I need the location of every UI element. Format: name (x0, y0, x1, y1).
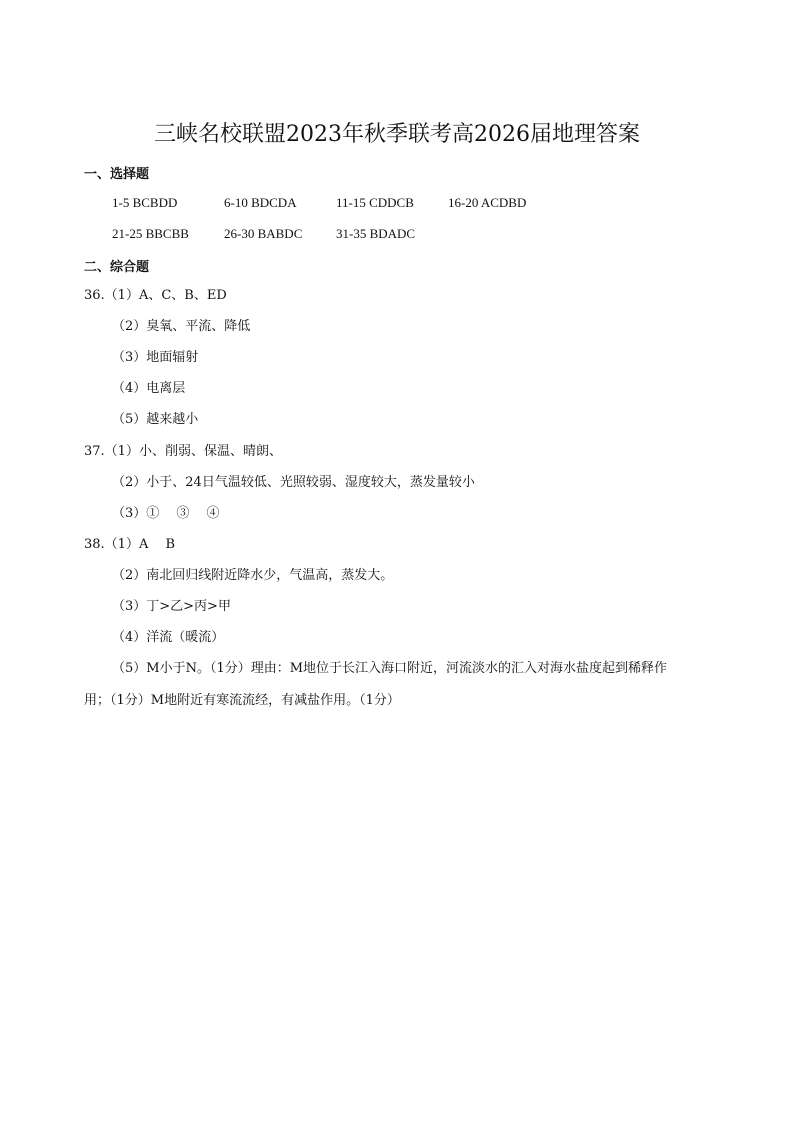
choice-answers-row-1 (112, 194, 526, 212)
q38-part-3: （3）丁>乙>丙>甲 (112, 599, 231, 614)
q36-part-2: （2）臭氧、平流、降低 (112, 319, 251, 334)
q38-part-1: 38.（1）A B (84, 537, 176, 552)
q37-part-3: （3）① ③ ④ (112, 506, 220, 521)
q38-part-4: （4）洋流（暖流） (112, 630, 225, 645)
q36-part-1: 36.（1）A、C、B、ED (84, 288, 227, 303)
q38-part-5-line-1: （5）M小于N。（1分）理由：M地位于长江入海口附近，河流淡水的汇入对海水盐度起到稀释作 (112, 661, 668, 676)
q36-part-4: （4）电离层 (112, 381, 186, 396)
choice-answer-group: 16-20 ACDBD (448, 195, 527, 210)
choice-answer-group: 31-35 BDADC (336, 226, 416, 241)
q38-part-5-line-2: 用；（1分）M地附近有寒流流经，有减盐作用。（1分） (84, 693, 400, 708)
q38-part-2: （2）南北回归线附近降水少，气温高，蒸发大。 (112, 568, 394, 583)
section-heading-choice: 一、选择题 (84, 167, 150, 182)
choice-answer-group: 1-5 BCBDD (112, 195, 178, 210)
choice-answer-group: 11-15 CDDCB (336, 195, 414, 210)
choice-answers-row-2 (112, 225, 415, 243)
choice-answer-group: 21-25 BBCBB (112, 226, 189, 241)
q37-part-2: （2）小于、24日气温较低、光照较弱、湿度较大，蒸发量较小 (112, 475, 475, 490)
choice-answer-group: 6-10 BDCDA (224, 195, 297, 210)
section-heading-comprehensive: 二、综合题 (84, 260, 150, 275)
choice-answer-group: 26-30 BABDC (224, 226, 303, 241)
q37-part-1: 37.（1）小、削弱、保温、晴朗、 (84, 444, 282, 459)
page-title: 三峡名校联盟2023年秋季联考高2026届地理答案 (154, 122, 640, 147)
q36-part-5: （5）越来越小 (112, 412, 199, 427)
q36-part-3: （3）地面辐射 (112, 350, 199, 365)
